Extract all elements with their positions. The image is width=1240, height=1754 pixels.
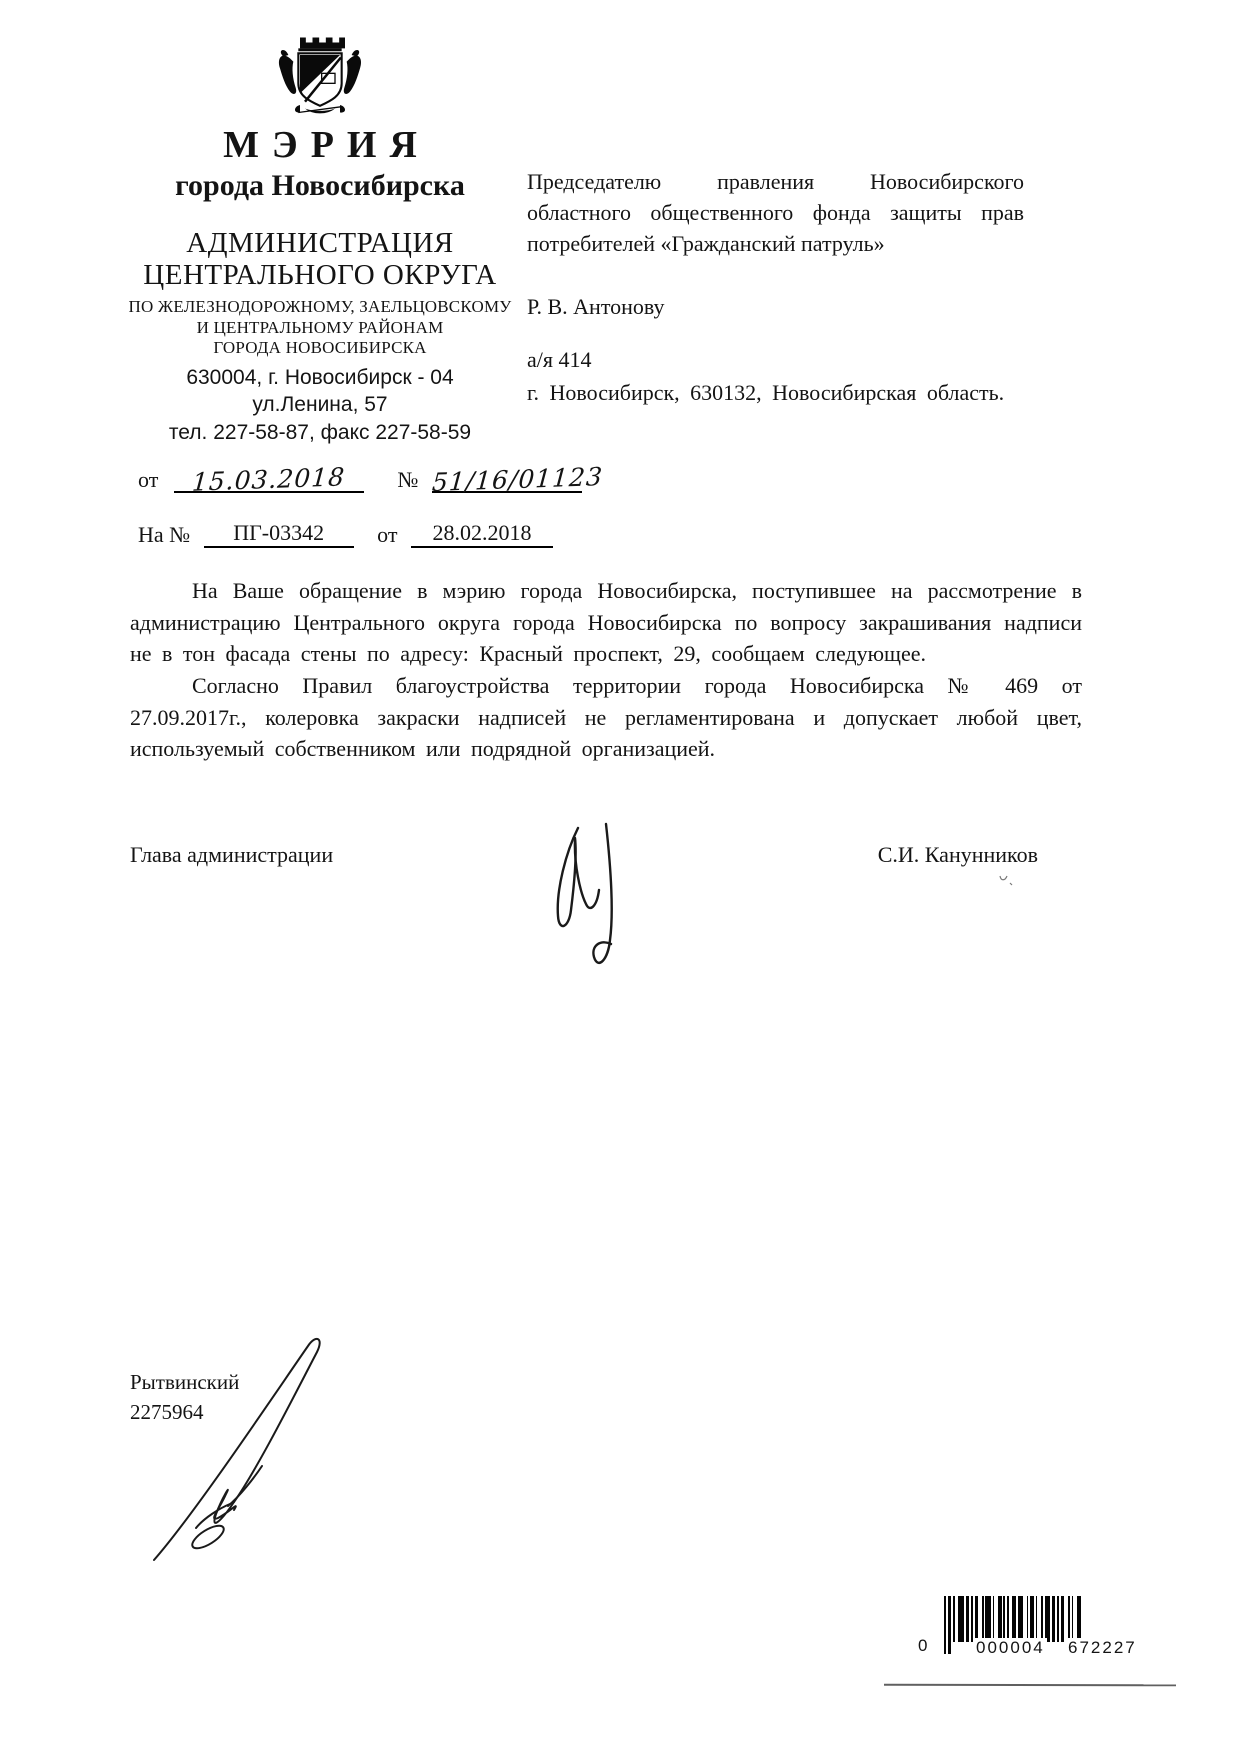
districts-line1: ПО ЖЕЛЕЗНОДОРОЖНОМУ, ЗАЕЛЬЦОВСКОМУ	[128, 296, 512, 316]
address-line1: 630004, г. Новосибирск - 04	[186, 366, 454, 390]
reply-from-label: от	[377, 522, 398, 547]
barcode-digits-group1: 000004	[976, 1638, 1045, 1657]
org-name-line2: города Новосибирска	[175, 168, 465, 202]
executor-name: Рытвинский	[130, 1370, 240, 1394]
reply-number: ПГ-03342	[233, 520, 325, 545]
barcode-gap	[1081, 1596, 1083, 1642]
novosibirsk-coat-of-arms-icon	[270, 30, 370, 130]
executor-phone: 2275964	[130, 1399, 204, 1424]
number-label: №	[397, 467, 419, 492]
dept-line1: АДМИНИСТРАЦИЯ	[186, 226, 454, 259]
incoming-ref-line	[138, 520, 553, 548]
address-line2: ул.Ленина, 57	[252, 393, 388, 417]
letter-body	[130, 575, 1082, 765]
districts-line2: И ЦЕНТРАЛЬНОМУ РАЙОНАМ	[196, 317, 444, 337]
letterhead	[96, 126, 544, 446]
barcode	[916, 1596, 1156, 1682]
handwritten-number: 51/16/01123	[430, 461, 604, 498]
reply-date: 28.02.2018	[432, 520, 532, 545]
number-field	[430, 461, 604, 498]
signer-name: С.И. Канунников	[877, 842, 1038, 867]
coat-of-arms-graphic	[270, 30, 370, 130]
body-paragraph-1: На Ваше обращение в мэрию города Новосибирска, поступившее на рассмотрение в администрацию Центрального округа города Новосибирска по вопросу закрашивания надписи не в тон фасада стены по адресу: Красный проспект, 29, сообщаем следующее.	[130, 578, 1082, 667]
pen-mark	[997, 874, 1015, 888]
barcode-digits-group2: 672227	[1068, 1638, 1137, 1657]
from-label: от	[138, 467, 159, 492]
recipient-name: Р. В. Антонову	[527, 294, 665, 319]
recipient-po-box: а/я 414	[527, 347, 592, 372]
body-paragraph-2: Согласно Правил благоустройства территории города Новосибирска № 469 от 27.09.2017г., колеровка закраски надписей не регламентирована и допускает любой цвет, используемый собственником или подрядной организацией.	[130, 673, 1082, 762]
phone-line: тел. 227-58-87, факс 227-58-59	[168, 420, 472, 444]
recipient-position: Председателю правления Новосибирского областного общественного фонда защиты прав потребителей «Гражданский патруль»	[527, 169, 1024, 257]
scan-artifact-line	[884, 1684, 1176, 1687]
dept-line2: ЦЕНТРАЛЬНОГО ОКРУГА	[143, 259, 497, 292]
handwritten-date: 15.03.2018	[191, 462, 347, 497]
date-field	[174, 462, 364, 497]
signer-title: Глава администрации	[130, 842, 334, 867]
outgoing-ref-line	[138, 461, 604, 498]
barcode-digit-left: 0	[918, 1636, 930, 1655]
org-name-line1: МЭРИЯ	[223, 124, 430, 166]
reply-date-field	[411, 520, 553, 548]
recipient-address: г. Новосибирск, 630132, Новосибирская область.	[527, 380, 1005, 405]
districts-line3: ГОРОДА НОВОСИБИРСКА	[213, 338, 427, 358]
reply-number-field	[204, 520, 354, 548]
head-signature-icon	[520, 818, 670, 983]
reply-label: На №	[138, 522, 191, 547]
executor-signature-icon	[138, 1330, 338, 1570]
